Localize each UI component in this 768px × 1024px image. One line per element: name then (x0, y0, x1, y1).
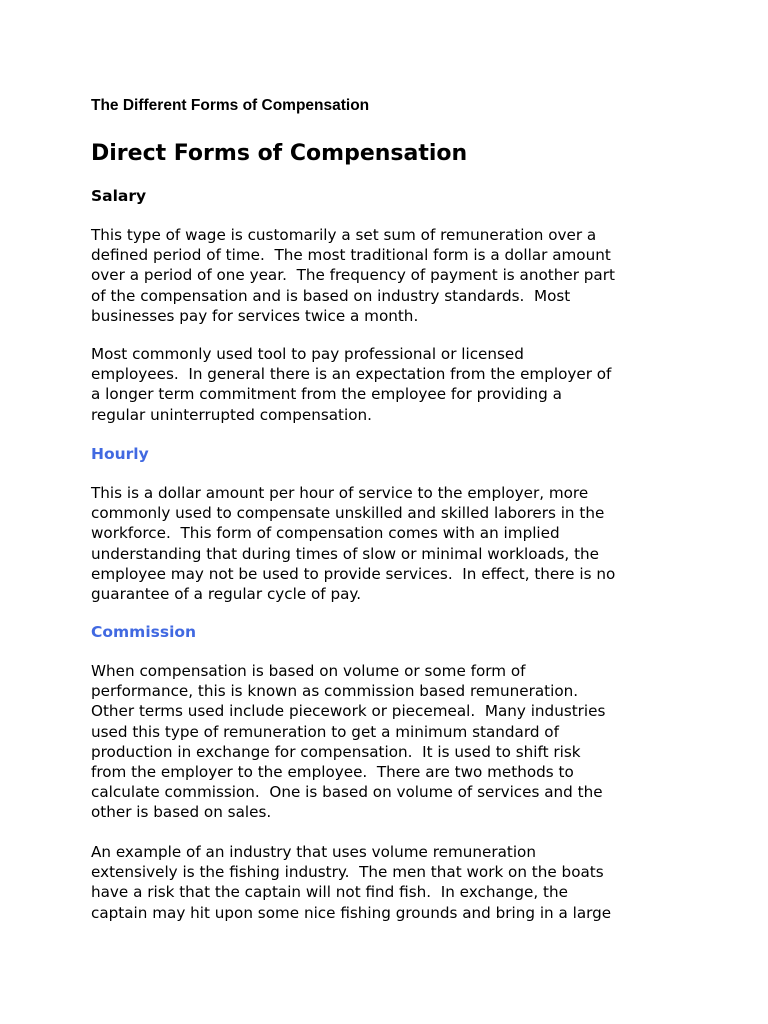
document-title: The Different Forms of Compensation (91, 97, 370, 114)
text-line: other is based on sales. (91, 803, 272, 822)
text-line: production in exchange for compensation. It is used to shift risk (91, 742, 581, 761)
text-line: a longer term commitment from the employee for providing a (91, 385, 562, 404)
text-line: When compensation is based on volume or some form of (91, 662, 526, 680)
text-line: extensively is the fishing industry. The men that work on the boats (91, 863, 604, 882)
text-line: captain may hit upon some nice fishing grounds and bring in a large (91, 903, 612, 922)
text-line: from the employer to the employee. There are two methods to (91, 763, 574, 782)
text-line: guarantee of a regular cycle of pay. (91, 585, 362, 604)
section-heading-direct-forms: Direct Forms of Compensation (91, 141, 468, 166)
paragraph-commission-definition (91, 661, 691, 823)
text-line: regular uninterrupted compensation. (91, 405, 372, 424)
subheading-salary: Salary (91, 187, 147, 205)
paragraph-commission-example (91, 842, 691, 923)
paragraph-salary-definition (91, 225, 691, 326)
paragraph-salary-usage (91, 344, 691, 425)
text-line: calculate commission. One is based on volume of services and the (91, 783, 603, 802)
subheading-hourly: Hourly (91, 445, 149, 463)
text-line: This type of wage is customarily a set sum of remuneration over a (91, 226, 597, 244)
text-line: have a risk that the captain will not find fish. In exchange, the (91, 883, 568, 902)
text-line: over a period of one year. The frequency of payment is another part (91, 266, 615, 285)
text-line: understanding that during times of slow or minimal workloads, the (91, 544, 599, 563)
subheading-commission: Commission (91, 623, 197, 641)
text-line: of the compensation and is based on industry standards. Most (91, 286, 571, 305)
text-line: workforce. This form of compensation comes with an implied (91, 524, 560, 543)
text-line: defined period of time. The most traditional form is a dollar amount (91, 246, 611, 265)
text-line: Other terms used include piecework or piecemeal. Many industries (91, 702, 606, 721)
text-line: used this type of remuneration to get a minimum standard of (91, 722, 559, 741)
text-line: employee may not be used to provide services. In effect, there is no (91, 564, 616, 583)
text-line: An example of an industry that uses volume remuneration (91, 843, 536, 861)
paragraph-hourly (91, 483, 691, 604)
text-line: This is a dollar amount per hour of service to the employer, more (91, 484, 589, 502)
text-line: businesses pay for services twice a month. (91, 306, 419, 325)
text-line: employees. In general there is an expectation from the employer of (91, 365, 612, 384)
text-line: Most commonly used tool to pay professional or licensed (91, 345, 524, 363)
text-line: performance, this is known as commission based remuneration. (91, 682, 579, 701)
text-line: commonly used to compensate unskilled and skilled laborers in the (91, 504, 605, 523)
